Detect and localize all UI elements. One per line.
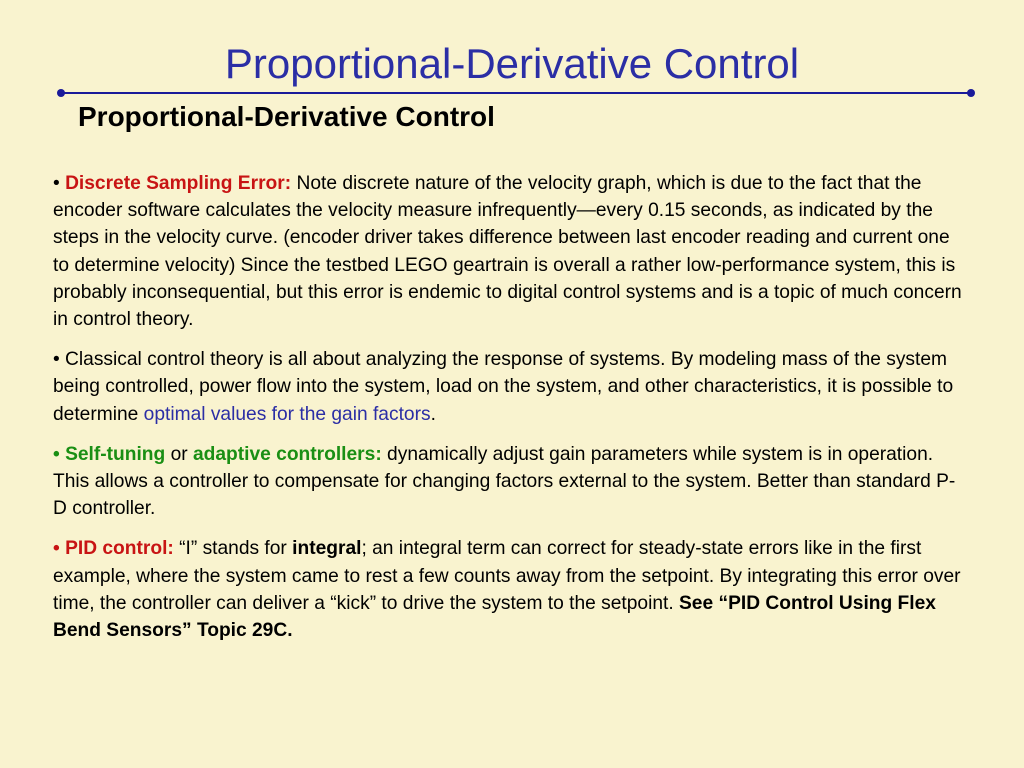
term-adaptive-controllers: adaptive controllers: — [192, 443, 382, 465]
bullet-text: dynamically adjust gain parameters while system is in operation. This allows a controller to compensate for changing factors external to the system. Better than standard P-D controller. — [53, 443, 956, 520]
bullet-self-tuning — [53, 441, 963, 523]
bullet-text: • Classical control theory is all about analyzing the response of systems. By modeling mass of the system being controlled, power flow into the system, load on the system, and other characteristics, it is possible to determine — [53, 349, 954, 425]
bullet-discrete-sampling — [53, 170, 963, 333]
see-reference: See “PID Control Using Flex Bend Sensors” Topic 29C. — [53, 592, 936, 642]
term-self-tuning: Self-tuning — [65, 443, 166, 465]
slide-title: Proportional-Derivative Control — [224, 40, 800, 87]
bullet-pid-control — [53, 535, 963, 644]
bullet-classical-control — [53, 346, 963, 428]
bullet-marker: • — [53, 538, 66, 560]
bullet-text: or — [165, 443, 193, 465]
term-pid-control: PID control: — [65, 538, 174, 560]
bullet-text: ; an integral term can correct for steady-state errors like in the first example, where the system came to rest a few counts away from the setpoint. By integrating this error over time, the controller can deliver a “kick” to drive the system to the setpoint. — [53, 538, 961, 614]
term-integral: integral — [292, 538, 362, 560]
bullet-text: “I” stands for — [173, 538, 293, 560]
title-divider — [56, 88, 976, 98]
link-optimal-gain-values[interactable]: optimal values for the gain factors — [143, 403, 431, 425]
bullet-text: Note discrete nature of the velocity graph, which is due to the fact that the encoder software calculates the velocity measure infrequently—every 0.15 seconds, as indicated by the steps in the velocity curve. (encoder driver takes difference between last encoder reading and current one to determine velocity) Since the testbed LEGO geartrain is overall a rather low-performance system, this is probably inconsequential, but this error is endemic to digital control systems and is a topic of much concern in control theory. — [53, 173, 962, 331]
bullet-marker: • — [53, 443, 66, 465]
slide-body — [53, 170, 963, 657]
term-discrete-sampling-error: Discrete Sampling Error: — [65, 173, 292, 194]
bullet-text-end: . — [430, 403, 436, 425]
bullet-marker: • — [53, 173, 66, 194]
slide-subtitle: Proportional-Derivative Control — [78, 101, 495, 132]
